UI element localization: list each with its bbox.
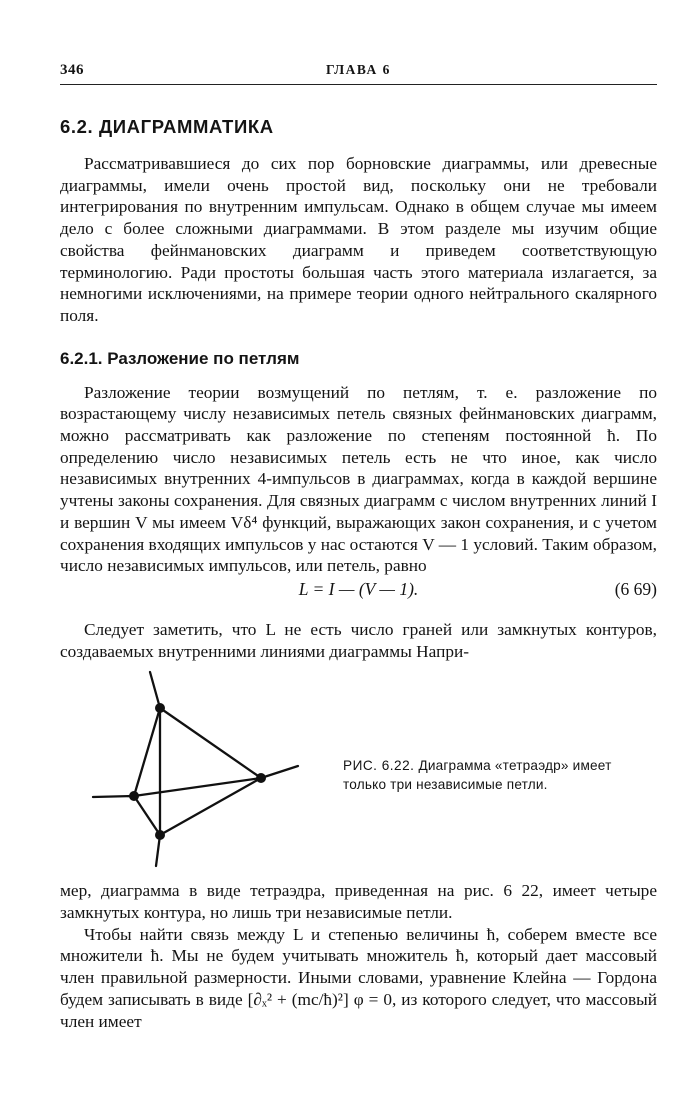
- figure-6-22: [60, 668, 657, 868]
- internal-line-left-right: [134, 778, 261, 796]
- internal-line-top-right: [160, 708, 261, 778]
- equation-formula: L = I — (V — 1).: [298, 578, 419, 599]
- paragraph-loop-expansion: Разложение теории возмущений по петлям, т. е. разложение по возрастающему числу независимых петель связных фейнмановских диаграмм, можно рассматривать как разложение по степеням постоянной ħ. По определению число независимых петель есть не что иное, как число независимых внутренних 4-импульсов в диаграммах, когда в каждой вершине учтены законы сохранения. Для связных диаграмм с числом внутренних линий I и вершин V мы имеем Vδ⁴ функций, выражающих закон сохранения, и с учетом сохранения входящих импульсов у нас остаются V — 1 условий. Таким образом, число независимых импульсов, или петель, равно: [60, 382, 657, 576]
- running-head: [60, 62, 657, 84]
- equation-6-69: [60, 579, 657, 605]
- vertex-top: [155, 703, 165, 713]
- paragraph-planck: Чтобы найти связь между L и степенью величины ħ, соберем вместе все множители ħ. Мы не будем учитывать множитель ħ, который дает массовый член правильной размерности. Иными словами, уравнение Клейна — Гордона будем записывать в виде [∂ₓ² + (mc/ħ)²] φ = 0, из которого следует, что массовый член имеет: [60, 924, 657, 1031]
- section-title: 6.2. ДИАГРАММАТИКА: [60, 116, 274, 137]
- internal-line-top-left: [134, 708, 160, 796]
- external-line-right: [261, 766, 298, 778]
- external-line-left: [93, 796, 134, 797]
- internal-line-bottom-right: [160, 778, 261, 835]
- figure-label: РИС. 6.22.: [343, 758, 415, 774]
- paragraph-tetrahedron: мер, диаграмма в виде тетраэдра, приведенная на рис. 6 22, имеет четыре замкнутых контура, но лишь три независимые петли.: [60, 881, 657, 923]
- tetrahedron-diagram: [88, 668, 338, 868]
- vertex-bottom: [155, 830, 165, 840]
- chapter-title: ГЛАВА 6: [326, 62, 391, 77]
- vertex-right: [256, 773, 266, 783]
- header-rule: [60, 84, 657, 85]
- internal-line-left-bottom: [134, 796, 160, 835]
- paragraph-remark: Следует заметить, что L не есть число граней или замкнутых контуров, создаваемых внутренними линиями диаграммы Напри-: [60, 619, 657, 661]
- figure-caption: [343, 756, 648, 794]
- subsection-title: 6.2.1. Разложение по петлям: [60, 348, 300, 368]
- page-number: 346: [60, 62, 84, 78]
- vertex-left: [129, 791, 139, 801]
- section-paragraph: Рассматривавшиеся до сих пор борновские диаграммы, или древесные диаграммы, имели очень простой вид, поскольку они не требовали интегрирования по внутренним импульсам. Однако в общем случае мы имеем дело с более сложными диаграммами. В этом разделе мы изучим общие свойства фейнмановских диаграмм и приведем соответствующую терминологию. Ради простоты большая часть этого материала излагается, за немногими исключениями, на примере теории одного нейтрального скалярного поля.: [60, 154, 657, 325]
- external-line-top: [150, 672, 160, 708]
- equation-number: (6 69): [614, 578, 657, 599]
- figure-caption-text: Диаграмма «тетраэдр» имеет только три независимые петли.: [343, 758, 612, 793]
- book-page: [60, 62, 657, 1032]
